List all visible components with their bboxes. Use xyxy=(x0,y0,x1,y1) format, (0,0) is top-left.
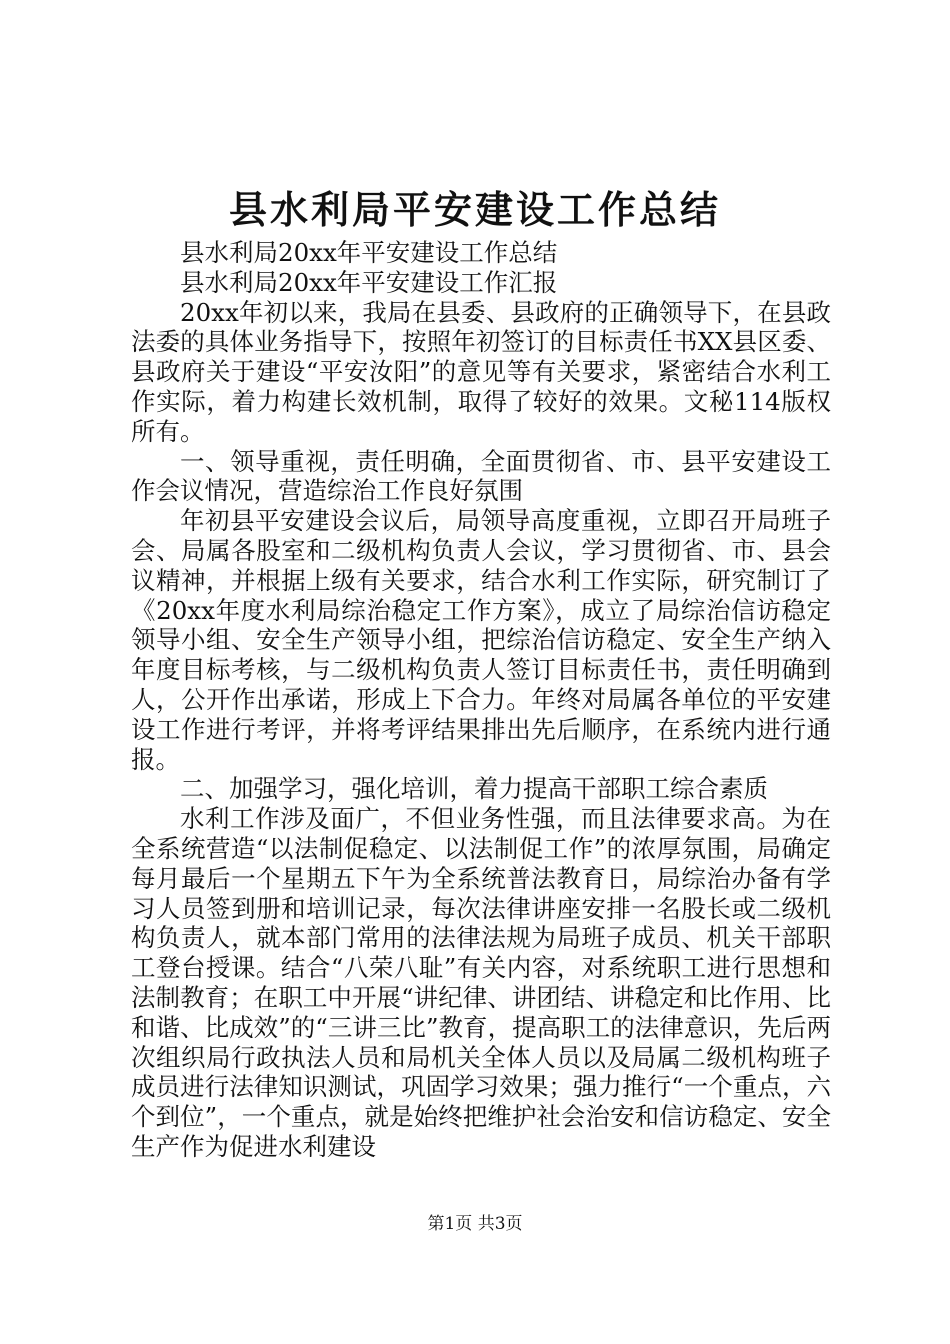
paragraph-subtitle-summary: 县水利局20xx年平安建设工作总结 xyxy=(180,238,558,267)
document-title: 县水利局平安建设工作总结 xyxy=(228,187,721,232)
paragraph-subtitle-report: 县水利局20xx年平安建设工作汇报 xyxy=(180,267,558,297)
page-footer: 第1页 共3页 xyxy=(427,1214,523,1234)
paragraph-section-2: 水利工作涉及面广，不但业务性强，而且法律要求高。为在全系统营造“以法制促稳定、以法制促工作”的浓厚氛围，局确定每月最后一个星期五下午为全系统普法教育日，局综治办备有学习人员签到册和培训记录，每次法律讲座安排一名股长或二级机构负责人，就本部门常用的法律法规为局班子成员、机关干部职工登台授课。结合“八荣八耻”有关内容，对系统职工进行思想和法制教育；在职工中开展“讲纪律、讲团结、讲稳定和比作用、比和谐、比成效”的“三讲三比”教育，提高职工的法律意识，先后两次组织局行政执法人员和局机关全体人员以及局属二级机构班子成员进行法律知识测试，巩固学习效果；强力推行“一个重点，六个到位”，一个重点，就是始终把维护社会治安和信访稳定、安全生产作为促进水利建设 xyxy=(131,804,831,1161)
document-body xyxy=(131,238,831,1162)
paragraph-intro: 20xx年初以来，我局在县委、县政府的正确领导下，在县政法委的具体业务指导下，按照年初签订的目标责任书XX县区委、县政府关于建设“平安汝阳”的意见等有关要求，紧密结合水利工作实际，着力构建长效机制，取得了较好的效果。文秘114版权所有。 xyxy=(131,297,831,446)
section-heading-2: 二、加强学习，强化培训，着力提高干部职工综合素质 xyxy=(180,774,768,804)
section-heading-1: 一、领导重视，责任明确，全面贯彻省、市、县平安建设工作会议情况，营造综治工作良好氛围 xyxy=(131,446,831,506)
paragraph-section-1: 年初县平安建设会议后，局领导高度重视，立即召开局班子会、局属各股室和二级机构负责人会议，学习贯彻省、市、县会议精神，并根据上级有关要求，结合水利工作实际，研究制订了《20xx年度水利局综治稳定工作方案》，成立了局综治信访稳定领导小组、安全生产领导小组，把综治信访稳定、安全生产纳入年度目标考核，与二级机构负责人签订目标责任书，责任明确到人，公开作出承诺，形成上下合力。年终对局属各单位的平安建设工作进行考评，并将考评结果排出先后顺序，在系统内进行通报。 xyxy=(131,506,831,774)
